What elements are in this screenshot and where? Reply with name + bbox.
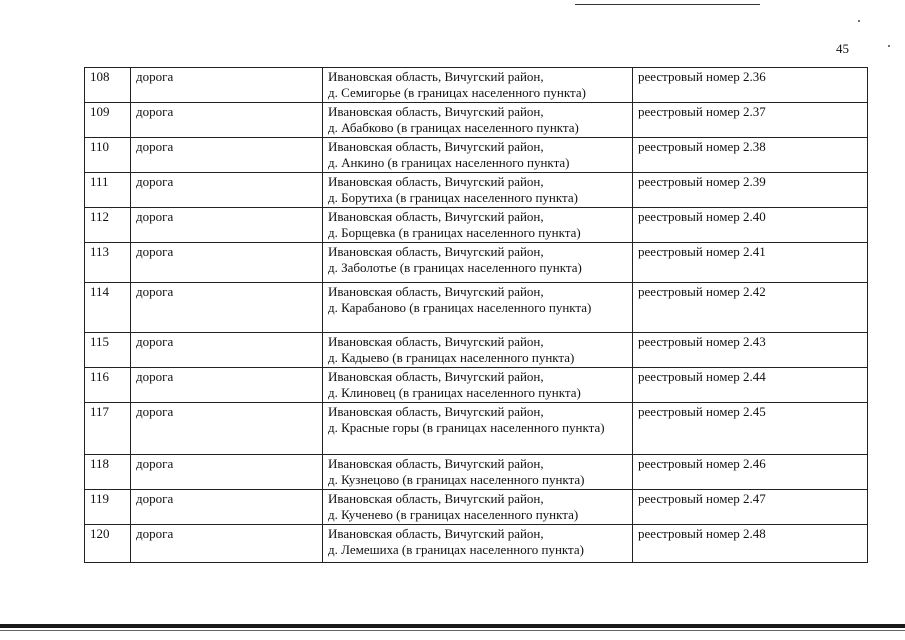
address-region: Ивановская область, Вичугский район, <box>328 209 544 224</box>
row-number-cell <box>85 173 131 208</box>
object-type: дорога <box>136 369 174 384</box>
address-region: Ивановская область, Вичугский район, <box>328 174 544 189</box>
registry-table <box>84 67 868 563</box>
registry-number: реестровый номер 2.48 <box>638 526 766 541</box>
registry-number-cell <box>633 243 868 283</box>
address-locality: д. Красные горы (в границах населенного пункта) <box>328 420 605 435</box>
object-type-cell <box>131 173 323 208</box>
object-type: дорога <box>136 244 174 259</box>
object-type-cell <box>131 525 323 563</box>
table-row <box>85 243 868 283</box>
address-locality: д. Карабаново (в границах населенного пункта) <box>328 300 592 315</box>
registry-number-cell <box>633 455 868 490</box>
row-number: 119 <box>90 491 110 506</box>
table-row <box>85 455 868 490</box>
registry-number: реестровый номер 2.39 <box>638 174 766 189</box>
table-row <box>85 173 868 208</box>
row-number: 110 <box>90 139 110 154</box>
address-region: Ивановская область, Вичугский район, <box>328 334 544 349</box>
registry-number: реестровый номер 2.44 <box>638 369 766 384</box>
address-cell <box>323 68 633 103</box>
row-number: 112 <box>90 209 110 224</box>
row-number: 108 <box>90 69 110 84</box>
row-number-cell <box>85 138 131 173</box>
address-region: Ивановская область, Вичугский район, <box>328 456 544 471</box>
table-row <box>85 490 868 525</box>
object-type-cell <box>131 403 323 455</box>
address-cell <box>323 403 633 455</box>
table-row <box>85 283 868 333</box>
address-region: Ивановская область, Вичугский район, <box>328 284 544 299</box>
object-type: дорога <box>136 104 174 119</box>
row-number-cell <box>85 333 131 368</box>
row-number-cell <box>85 403 131 455</box>
registry-number-cell <box>633 403 868 455</box>
row-number-cell <box>85 68 131 103</box>
object-type-cell <box>131 103 323 138</box>
address-cell <box>323 173 633 208</box>
address-cell <box>323 525 633 563</box>
address-locality: д. Кадыево (в границах населенного пункта) <box>328 350 575 365</box>
address-cell <box>323 208 633 243</box>
address-region: Ивановская область, Вичугский район, <box>328 404 544 419</box>
registry-number-cell <box>633 208 868 243</box>
object-type: дорога <box>136 491 174 506</box>
row-number-cell <box>85 243 131 283</box>
address-cell <box>323 138 633 173</box>
registry-number-cell <box>633 490 868 525</box>
address-region: Ивановская область, Вичугский район, <box>328 526 544 541</box>
address-cell <box>323 243 633 283</box>
address-locality: д. Кузнецово (в границах населенного пункта) <box>328 472 585 487</box>
table-row <box>85 138 868 173</box>
registry-number: реестровый номер 2.41 <box>638 244 766 259</box>
address-cell <box>323 283 633 333</box>
object-type: дорога <box>136 334 174 349</box>
address-region: Ивановская область, Вичугский район, <box>328 491 544 506</box>
object-type: дорога <box>136 284 174 299</box>
row-number-cell <box>85 490 131 525</box>
object-type: дорога <box>136 404 174 419</box>
registry-number-cell <box>633 103 868 138</box>
registry-number-cell <box>633 68 868 103</box>
row-number-cell <box>85 368 131 403</box>
address-cell <box>323 455 633 490</box>
address-locality: д. Клиновец (в границах населенного пункта) <box>328 385 581 400</box>
address-locality: д. Семигорье (в границах населенного пункта) <box>328 85 586 100</box>
object-type: дорога <box>136 456 174 471</box>
registry-number: реестровый номер 2.40 <box>638 209 766 224</box>
table-row <box>85 403 868 455</box>
top-rule <box>575 4 760 5</box>
registry-number: реестровый номер 2.37 <box>638 104 766 119</box>
object-type-cell <box>131 490 323 525</box>
row-number-cell <box>85 283 131 333</box>
object-type-cell <box>131 138 323 173</box>
row-number-cell <box>85 103 131 138</box>
object-type-cell <box>131 455 323 490</box>
address-locality: д. Абабково (в границах населенного пункта) <box>328 120 579 135</box>
object-type-cell <box>131 368 323 403</box>
row-number: 109 <box>90 104 110 119</box>
address-cell <box>323 368 633 403</box>
object-type: дорога <box>136 526 174 541</box>
object-type: дорога <box>136 139 174 154</box>
page-number: 45 <box>836 41 849 56</box>
table-row <box>85 208 868 243</box>
address-region: Ивановская область, Вичугский район, <box>328 369 544 384</box>
address-cell <box>323 103 633 138</box>
registry-number-cell <box>633 525 868 563</box>
row-number: 118 <box>90 456 110 471</box>
registry-number: реестровый номер 2.45 <box>638 404 766 419</box>
bottom-rule <box>0 624 905 628</box>
row-number: 111 <box>90 174 109 189</box>
row-number-cell <box>85 208 131 243</box>
row-number: 116 <box>90 369 110 384</box>
object-type: дорога <box>136 209 174 224</box>
registry-number-cell <box>633 173 868 208</box>
row-number: 114 <box>90 284 110 299</box>
registry-number-cell <box>633 333 868 368</box>
scan-speck <box>888 45 890 47</box>
registry-number: реестровый номер 2.36 <box>638 69 766 84</box>
row-number-cell <box>85 455 131 490</box>
object-type: дорога <box>136 69 174 84</box>
registry-number-cell <box>633 368 868 403</box>
address-region: Ивановская область, Вичугский район, <box>328 244 544 259</box>
address-region: Ивановская область, Вичугский район, <box>328 69 544 84</box>
address-locality: д. Борщевка (в границах населенного пункта) <box>328 225 581 240</box>
registry-number: реестровый номер 2.43 <box>638 334 766 349</box>
object-type-cell <box>131 243 323 283</box>
address-locality: д. Анкино (в границах населенного пункта) <box>328 155 570 170</box>
address-locality: д. Заболотье (в границах населенного пункта) <box>328 260 582 275</box>
bottom-rule-thin <box>0 630 905 631</box>
table-row <box>85 333 868 368</box>
scan-speck <box>858 20 860 22</box>
table-row <box>85 368 868 403</box>
address-locality: д. Борутиха (в границах населенного пункта) <box>328 190 578 205</box>
registry-number-cell <box>633 283 868 333</box>
row-number-cell <box>85 525 131 563</box>
object-type-cell <box>131 333 323 368</box>
object-type-cell <box>131 208 323 243</box>
registry-number: реестровый номер 2.46 <box>638 456 766 471</box>
address-region: Ивановская область, Вичугский район, <box>328 139 544 154</box>
table-row <box>85 525 868 563</box>
registry-number: реестровый номер 2.42 <box>638 284 766 299</box>
row-number: 115 <box>90 334 110 349</box>
table-row <box>85 68 868 103</box>
row-number: 113 <box>90 244 110 259</box>
address-region: Ивановская область, Вичугский район, <box>328 104 544 119</box>
row-number: 120 <box>90 526 110 541</box>
registry-number: реестровый номер 2.47 <box>638 491 766 506</box>
address-locality: д. Лемешиха (в границах населенного пункта) <box>328 542 584 557</box>
object-type: дорога <box>136 174 174 189</box>
registry-number: реестровый номер 2.38 <box>638 139 766 154</box>
address-cell <box>323 333 633 368</box>
row-number: 117 <box>90 404 110 419</box>
address-locality: д. Кученево (в границах населенного пункта) <box>328 507 579 522</box>
address-cell <box>323 490 633 525</box>
table-row <box>85 103 868 138</box>
object-type-cell <box>131 283 323 333</box>
registry-number-cell <box>633 138 868 173</box>
object-type-cell <box>131 68 323 103</box>
